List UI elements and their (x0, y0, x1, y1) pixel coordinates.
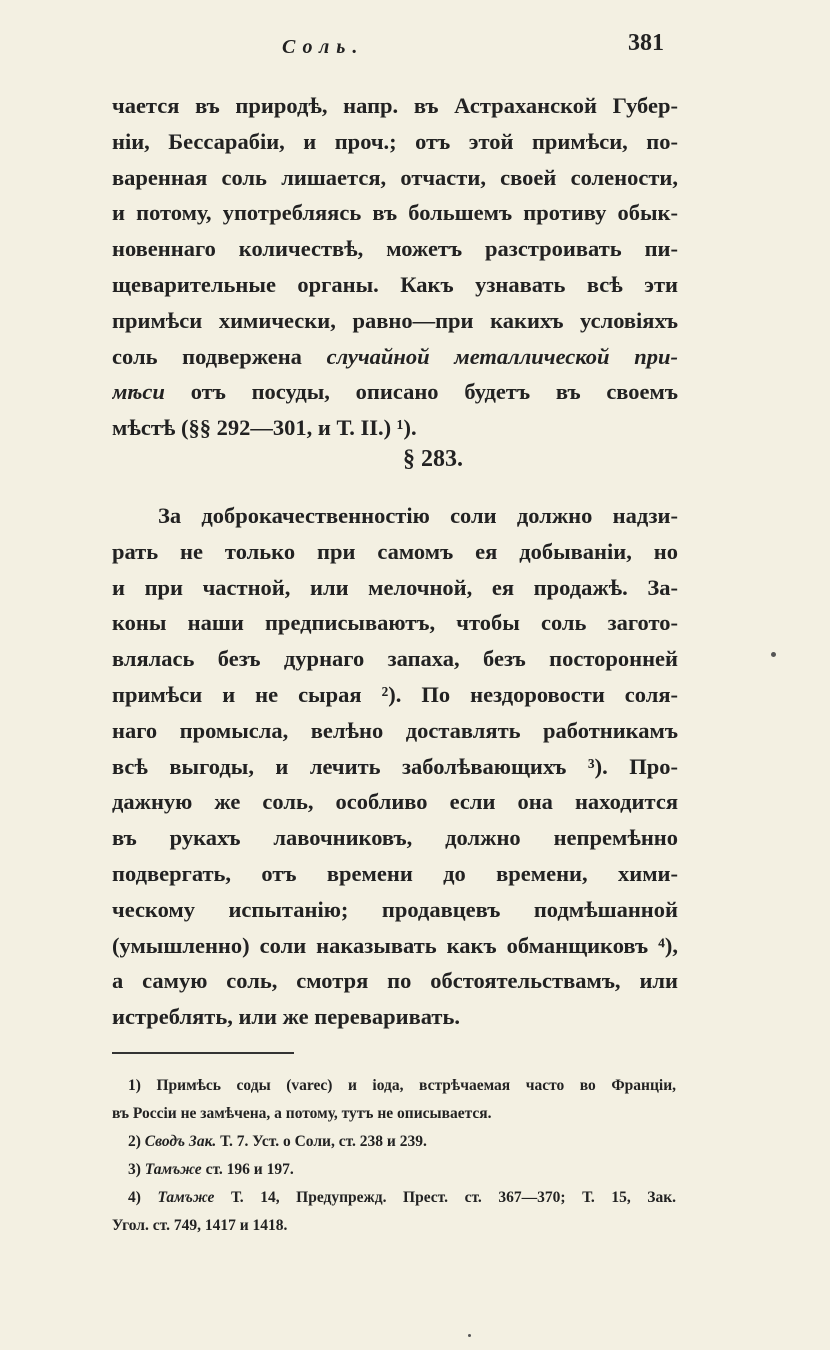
footnotes (112, 1072, 676, 1240)
text-line: дажную же соль, особливо если она находится (112, 789, 678, 815)
text-run: отъ посуды, описано будетъ въ своемъ (164, 379, 678, 405)
text-line (112, 374, 678, 410)
paragraph-2 (112, 498, 678, 1035)
text-line: (умышленно) соли наказывать какъ обманщиковъ ⁴), (112, 932, 678, 958)
section-heading: § 283. (403, 446, 463, 472)
ink-speck (468, 1334, 471, 1337)
text-line: влялась безъ дурнаго запаха, безъ посторонней (112, 646, 678, 672)
paragraph-1 (112, 88, 678, 446)
italic-emphasis: случайной металлической при- (326, 343, 678, 369)
footnote-number: 4) (128, 1189, 158, 1206)
text-line: коны наши предписываютъ, чтобы соль загото- (112, 610, 678, 636)
footnote-2 (112, 1128, 676, 1156)
footnote-source: Тамъже (144, 1161, 202, 1178)
text-line (112, 339, 678, 375)
ink-speck (771, 652, 776, 657)
text-line: варенная соль лишается, отчасти, своей солености, (112, 164, 678, 190)
footnote-text: ст. 196 и 197. (201, 1161, 294, 1178)
footnote-rule (112, 1052, 294, 1054)
footnote-1: 1) Примѣсь соды (varec) и іода, встрѣчаемая часто во Франціи, (128, 1077, 676, 1094)
footnote-4-cont: Угол. ст. 749, 1417 и 1418. (112, 1217, 288, 1234)
text-line: чается въ природѣ, напр. въ Астраханской Губер- (112, 93, 678, 118)
text-line: и при частной, или мелочной, ея продажѣ. За- (112, 574, 678, 600)
text-line: примѣси и не сырая ²). По нездоровости соля- (112, 681, 678, 707)
text-line: щеварительные органы. Какъ узнавать всѣ эти (112, 271, 678, 297)
footnote-3 (112, 1156, 676, 1184)
text-run: соль подвержена (112, 343, 327, 369)
text-line: рать не только при самомъ ея добываніи, но (112, 538, 678, 564)
footnote-source: Тамъже (157, 1189, 215, 1206)
text-line: и потому, употребляясь въ большемъ противу обык- (112, 200, 678, 226)
text-line: въ рукахъ лавочниковъ, должно непремѣнно (112, 825, 678, 851)
running-head: Соль. (282, 36, 365, 58)
text-line: примѣси химически, равно—при какихъ условіяхъ (112, 307, 678, 333)
footnote-text: Т. 14, Предупрежд. Прест. ст. 367—370; Т. 15, Зак. (214, 1189, 676, 1206)
text-line: а самую соль, смотря по обстоятельствамъ, или (112, 968, 678, 994)
text-line: За доброкачественностію соли должно надзи- (158, 503, 678, 528)
footnote-number: 3) (128, 1161, 145, 1178)
text-line: мѣстѣ (§§ 292—301, и Т. II.) ¹). (112, 415, 417, 441)
page-number: 381 (628, 30, 664, 56)
footnote-text: Т. 7. Уст. о Соли, ст. 238 и 239. (216, 1133, 427, 1150)
italic-emphasis: мѣси (112, 379, 165, 405)
footnote-number: 2) (128, 1133, 145, 1150)
text-line: всѣ выгоды, и лечить заболѣвающихъ ³). Про- (112, 753, 678, 779)
page-header (0, 30, 830, 66)
footnote-source: Сводъ Зак. (144, 1133, 217, 1150)
footnote-1-cont: въ Россіи не замѣчена, а потому, тутъ не описывается. (112, 1105, 492, 1122)
text-line: наго промысла, велѣно доставлять работникамъ (112, 717, 678, 743)
text-line: ческому испытанію; продавцевъ подмѣшанной (112, 896, 678, 922)
footnote-4 (112, 1184, 676, 1212)
text-line: истреблять, или же переваривать. (112, 1004, 460, 1030)
text-line: ніи, Бессарабіи, и проч.; отъ этой примѣси, по- (112, 128, 678, 154)
text-line: новеннаго количествѣ, можетъ разстроивать пи- (112, 236, 678, 262)
text-line: подвергать, отъ времени до времени, хими- (112, 860, 678, 886)
